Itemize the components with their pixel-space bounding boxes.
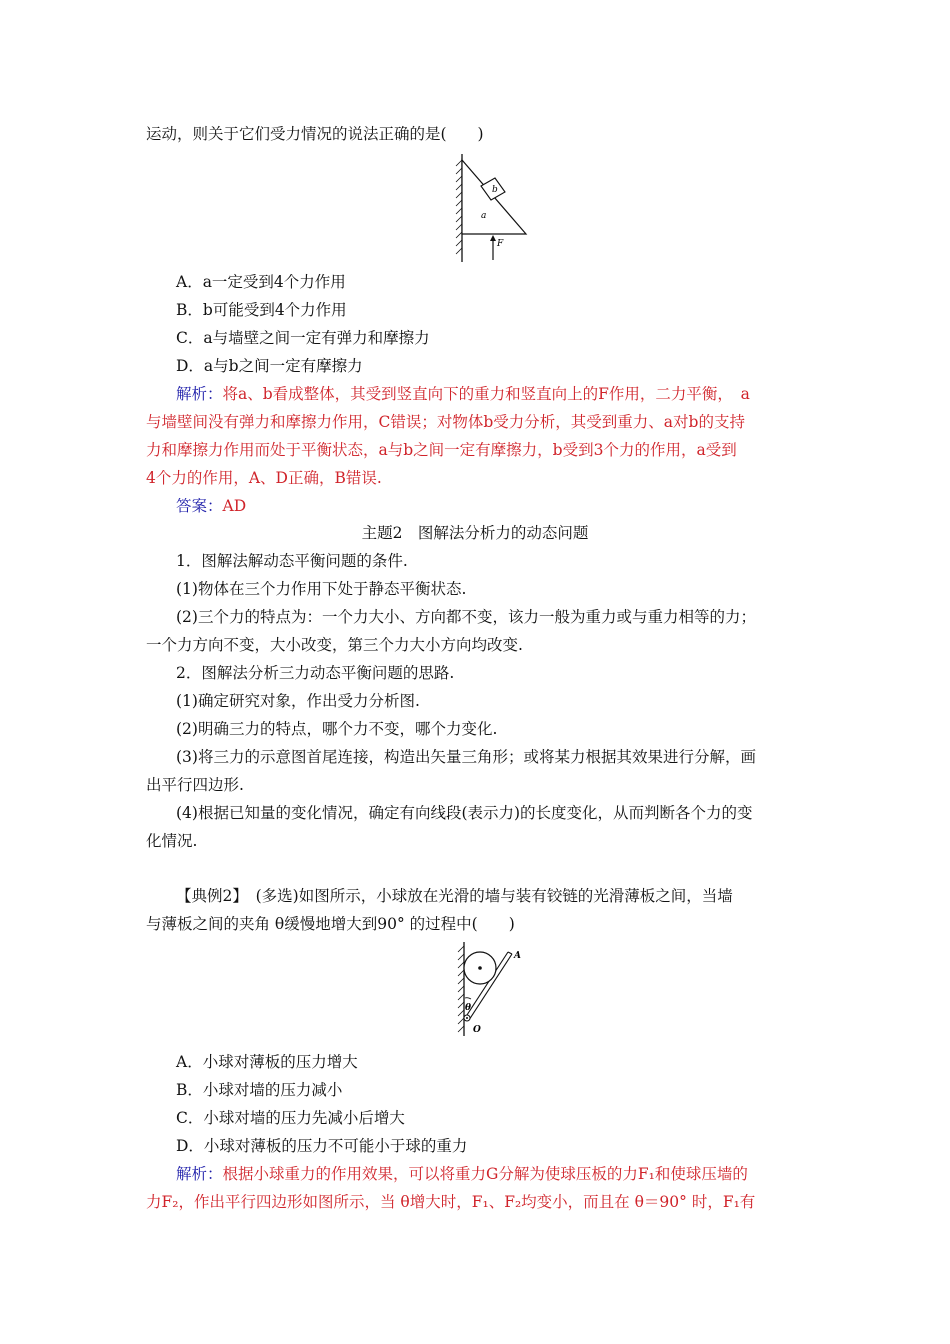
- topic2-line: 化情况.: [146, 832, 198, 850]
- analysis-label: 解析：: [176, 1165, 223, 1183]
- q1-answer: 答案：AD: [176, 497, 247, 515]
- topic2-line: (1)确定研究对象，作出受力分析图.: [176, 692, 420, 710]
- example2-analysis-line2: 力F₂，作出平行四边形如图所示，当 θ增大时，F₁、F₂均变小，而且在 θ＝90° 时，F₁有: [146, 1193, 756, 1211]
- example2-option-a: A．小球对薄板的压力增大: [176, 1053, 358, 1071]
- point-A-label: A: [514, 951, 521, 961]
- block-b-label: b: [492, 185, 498, 195]
- example2-analysis-line1: 解析：根据小球重力的作用效果，可以将重力G分解为使球压板的力F₁和使球压墙的: [176, 1165, 748, 1183]
- ball-board-figure: [450, 938, 540, 1042]
- example2-option-b: B．小球对墙的压力减小: [176, 1081, 343, 1099]
- q1-option-d: D．a与b之间一定有摩擦力: [176, 357, 363, 375]
- point-O-label: O: [473, 1025, 481, 1035]
- q1-analysis-line1: 解析：将a、b看成整体，其受到竖直向下的重力和竖直向上的F作用，二力平衡， a: [176, 385, 750, 403]
- wedge-a-label: a: [481, 211, 487, 221]
- topic2-title: 主题2 图解法分析力的动态问题: [361, 524, 589, 542]
- wedge-block-figure: [448, 150, 532, 266]
- q1-option-b: B．b可能受到4个力作用: [176, 301, 347, 319]
- example2-stem-line2: 与薄板之间的夹角 θ缓慢地增大到90° 的过程中( ): [146, 915, 515, 933]
- q1-analysis-line3: 力和摩擦力作用而处于平衡状态，a与b之间一定有摩擦力，b受到3个力的作用，a受到: [146, 441, 737, 459]
- topic2-line: (2)明确三力的特点，哪个力不变，哪个力变化.: [176, 720, 498, 738]
- example2-stem-line1: 【典例2】 (多选)如图所示，小球放在光滑的墙与装有铰链的光滑薄板之间，当墙: [176, 887, 733, 905]
- topic2-line: 2．图解法分析三力动态平衡问题的思路.: [176, 664, 455, 682]
- topic2-line: 一个力方向不变，大小改变，第三个力大小方向均改变.: [146, 636, 523, 654]
- q1-option-a: A．a一定受到4个力作用: [176, 273, 346, 291]
- q1-analysis-line4: 4个力的作用，A、D正确，B错误.: [146, 469, 382, 487]
- force-F-label: F: [497, 239, 504, 249]
- q1-stem-tail: 运动，则关于它们受力情况的说法正确的是( ): [146, 125, 484, 143]
- example2-option-d: D．小球对薄板的压力不可能小于球的重力: [176, 1137, 468, 1155]
- q1-option-c: C．a与墙壁之间一定有弹力和摩擦力: [176, 329, 430, 347]
- theta-label: θ: [465, 1003, 472, 1013]
- topic2-line: (4)根据已知量的变化情况，确定有向线段(表示力)的长度变化，从而判断各个力的变: [176, 804, 753, 822]
- topic2-line: (3)将三力的示意图首尾连接，构造出矢量三角形；或将某力根据其效果进行分解，画: [176, 748, 756, 766]
- example2-option-c: C．小球对墙的压力先减小后增大: [176, 1109, 405, 1127]
- topic2-line: 出平行四边形.: [146, 776, 244, 794]
- topic2-line: (1)物体在三个力作用下处于静态平衡状态.: [176, 580, 467, 598]
- q1-analysis-line2: 与墙壁间没有弹力和摩擦力作用，C错误；对物体b受力分析，其受到重力、a对b的支持: [146, 413, 745, 431]
- topic2-line: (2)三个力的特点为：一个力大小、方向都不变，该力一般为重力或与重力相等的力；: [176, 608, 756, 626]
- analysis-label: 解析：: [176, 385, 223, 403]
- topic2-line: 1．图解法解动态平衡问题的条件.: [176, 552, 408, 570]
